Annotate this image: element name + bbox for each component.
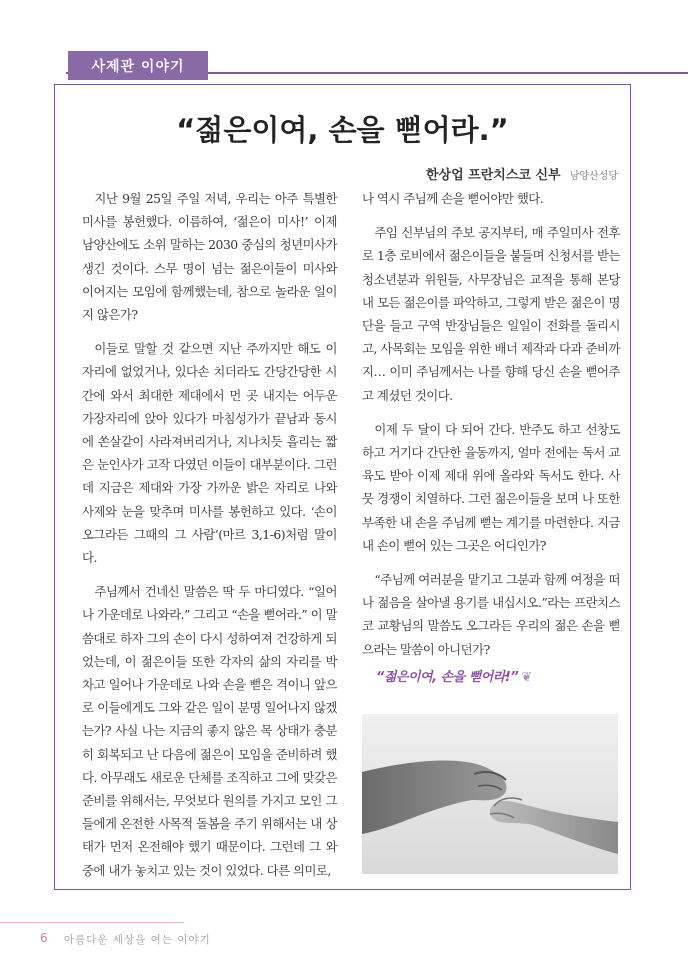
article-title: “젊은이여, 손을 뻗어라.” (176, 113, 509, 147)
sprout-icon: ❦ (521, 669, 532, 685)
paragraph: 이제 두 달이 다 되어 간다. 반주도 하고 선창도 하고 거기다 간단한 율동까지, 얼마 전에는 독서 교육도 받아 이제 제대 위에 올라와 독서도 한다. 사뭇 경쟁이 치열하다. 그런 젊은이들을 보며 나 또한 부족한 내 손을 주님께 뻗는 계기를 마련한다. 지금 내 손이 뻗어 있는 그곳은 어디인가? (362, 421, 620, 553)
paragraph: 주임 신부님의 주보 공지부터, 매 주일미사 전후로 1층 로비에서 젊은이들을 붙들며 신청서를 받는 청소년분과 위원들, 사무장님은 교적을 통해 본당 내 모든 젊은이를 파악하고, 그렇게 받은 젊은이 명단을 들고 구역 반장님들은 일일이 전화를 돌리시고, 사목회는 모임을 위한 배너 제작과 다과 준비까지… 이미 주님께서는 나를 향해 당신 손을 뻗어주고 계셨던 것이다. (362, 225, 620, 403)
author-name: 한상업 프란치스코 신부 (425, 168, 561, 183)
byline (426, 164, 618, 183)
page-number: 6 (40, 931, 48, 945)
left-column (82, 187, 337, 893)
slogan-text: “젊은이여, 손을 뻗어라!” (376, 669, 519, 685)
parish-name: 남양산성당 (569, 171, 618, 182)
paragraph: 이들로 말할 것 같으면 지난 주까지만 해도 이 자리에 없었거나, 있다손 치더라도 간당간당한 시간에 와서 최대한 제대에서 먼 곳 내지는 어두운 가장자리에 앉아 있다가 마침성가가 끝남과 동시에 쏜살같이 사라져버리거나, 지나치듯 흘리는 짧은 눈인사가 고작 다였던 이들이 대부분이다. 그런데 지금은 제대와 가장 가까운 밝은 자리로 나와 사제와 눈을 맞추며 미사를 봉헌하고 있다. ‘손이 오그라든 그때의 그 사람’(마르 3,1-6)처럼 말이다. (82, 341, 337, 566)
hands-photo (362, 714, 618, 874)
paragraph: “주님께 여러분을 맡기고 그분과 함께 여정을 떠나 젊음을 살아낼 용기를 내십시오.”라는 프란치스코 교황님의 말씀도 오그라든 우리의 젊은 손을 뻗으라는 말씀이 아니던가? (362, 572, 620, 657)
paragraph: 주님께서 건네신 말씀은 딱 두 마디였다. “일어나 가운데로 나와라.” 그리고 “손을 뻗어라.” 이 말씀대로 하자 그의 손이 다시 성하여져 건강하게 되었는데, 이 젊은이들 또한 각자의 삶의 자리를 박차고 일어나 가운데로 나와 손을 뻗은 격이니 앞으로 이들에게도 그와 같은 일이 분명 일어나지 않겠는가? 사실 나는 지금의 좋지 않은 목 상태가 충분히 회복되고 난 다음에 젊은이 모임을 준비하려 했다. 아무래도 새로운 단체를 조직하고 그에 맞갖은 준비를 위해서는, 무엇보다 원의를 가지고 모인 그들에게 온전한 사목적 돌봄을 주기 위해서는 내 상태가 먼저 온전해야 했기 때문이다. 그런데 그 와중에 내가 놓치고 있는 것이 있었다. 다른 의미로, (82, 584, 337, 878)
paragraph: 나 역시 주님께 손을 뻗어야만 했다. (362, 191, 544, 206)
slogan (376, 666, 620, 689)
footer-rule (0, 922, 184, 923)
right-column (362, 187, 620, 689)
section-tag: 사제관 이야기 (68, 51, 208, 80)
magazine-title: 아름다운 세상을 여는 이야기 (64, 934, 211, 946)
hands-illustration (362, 714, 618, 874)
paragraph: 지난 9월 25일 주일 저녁, 우리는 아주 특별한 미사를 봉헌했다. 이름하여, ‘젊은이 미사!’ 이제 남양산에도 소위 말하는 2030 중심의 청년미사가 생긴 것이다. 스무 명이 넘는 젊은이들이 미사와 이어지는 모임에 함께했는데, 참으로 놀라운 일이지 않은가? (82, 191, 337, 323)
